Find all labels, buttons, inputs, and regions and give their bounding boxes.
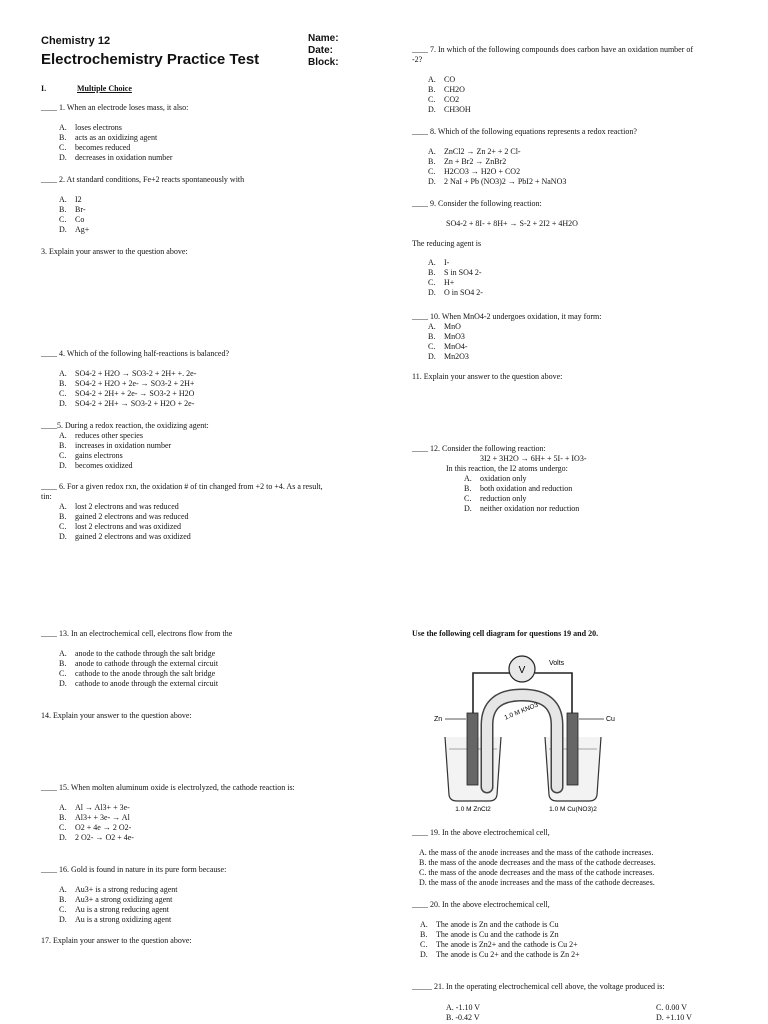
option-letter: D. (59, 915, 67, 924)
zn-label: Zn (434, 716, 443, 723)
option-c: CO2 (444, 95, 460, 104)
question-13 (41, 629, 232, 689)
option-letter: B. (59, 813, 67, 822)
question-17: 17. Explain your answer to the question above: (41, 936, 192, 945)
option-letter: D. (420, 950, 428, 959)
option-letter: C. (428, 95, 436, 104)
option-letter: C. (59, 451, 67, 460)
option-b: S in SO4 2- (444, 268, 482, 277)
question-12 (412, 444, 586, 514)
question-3: 3. Explain your answer to the question above: (41, 247, 188, 256)
option-c: MnO4- (444, 342, 468, 351)
option-letter: C. (59, 823, 67, 832)
option-letter: D. (464, 504, 472, 513)
option-letter: C. (59, 215, 67, 224)
option-a: ZnCl2 → Zn 2+ + 2 Cl- (444, 147, 521, 156)
right-solution-label: 1.0 M Cu(NO3)2 (549, 806, 597, 813)
question-20 (412, 900, 580, 960)
header-fields (308, 33, 339, 69)
option-d: The anode is Cu 2+ and the cathode is Zn 2+ (436, 950, 580, 959)
question-text: ____5. During a redox reaction, the oxidizing agent: (41, 421, 209, 430)
option-b: Au3+ a strong oxidizing agent (75, 895, 173, 904)
option-letter: B. (59, 895, 67, 904)
option-letter: A. (59, 431, 67, 440)
q21-option-a: A. -1.10 V (446, 1003, 481, 1012)
option-letter: C. (428, 167, 436, 176)
option-a: anode to the cathode through the salt bridge (75, 649, 216, 658)
voltmeter-label: V (518, 665, 526, 676)
option-letter: D. (428, 105, 436, 114)
question-2 (41, 175, 244, 235)
option-letter: B. (464, 484, 472, 493)
option-d: SO4-2 + 2H+ → SO3-2 + H2O + 2e- (75, 399, 195, 408)
question-prompt: In this reaction, the I2 atoms undergo: (446, 464, 568, 473)
option-letter: B. (59, 659, 67, 668)
option-d: O in SO4 2- (444, 288, 483, 297)
question-text: ____ 12. Consider the following reaction: (412, 444, 546, 453)
diagram-heading: Use the following cell diagram for questions 19 and 20. (412, 629, 599, 638)
option-a: Au3+ is a strong reducing agent (75, 885, 178, 894)
name-label: Name: (308, 33, 339, 44)
option-a: I2 (75, 195, 82, 204)
option-a: I- (444, 258, 450, 267)
option-c: Co (75, 215, 85, 224)
option-c: becomes reduced (75, 143, 131, 152)
question-21: _____ 21. In the operating electrochemical cell above, the voltage produced is: (412, 982, 665, 991)
option-b: gained 2 electrons and was reduced (75, 512, 189, 521)
question-text: ____ 4. Which of the following half-reactions is balanced? (41, 349, 230, 358)
option-letter: A. (428, 322, 436, 331)
option-letter: D. (59, 225, 67, 234)
option-c: C. the mass of the anode decreases and the mass of the cathode increases. (419, 868, 655, 877)
option-b: The anode is Cu and the cathode is Zn (436, 930, 559, 939)
option-letter: D. (59, 833, 67, 842)
option-c: O2 + 4e → 2 O2- (75, 823, 132, 832)
option-a: SO4-2 + H2O → SO3-2 + 2H+ +. 2e- (75, 369, 197, 378)
question-text-cont: -2? (412, 55, 423, 64)
option-a: MnO (444, 322, 461, 331)
option-letter: A. (428, 75, 436, 84)
option-b: acts as an oxidizing agent (75, 133, 158, 142)
option-letter: B. (59, 441, 67, 450)
option-a: reduces other species (75, 431, 143, 440)
option-d: neither oxidation nor reduction (480, 504, 580, 513)
option-letter: A. (59, 649, 67, 658)
option-letter: A. (59, 885, 67, 894)
option-letter: D. (428, 288, 436, 297)
section-number: I. (41, 84, 47, 93)
question-16 (41, 865, 226, 925)
option-letter: A. (428, 147, 436, 156)
block-label: Block: (308, 57, 339, 68)
option-letter: B. (59, 133, 67, 142)
option-letter: A. (59, 803, 67, 812)
reaction-equation: SO4-2 + 8I- + 8H+ → S-2 + 2I2 + 4H2O (446, 219, 578, 228)
option-a: A. the mass of the anode increases and the mass of the cathode increases. (419, 848, 654, 857)
option-b: both oxidation and reduction (480, 484, 573, 493)
option-d: decreases in oxidation number (75, 153, 173, 162)
option-a: oxidation only (480, 474, 527, 483)
option-b: Al3+ + 3e- → Al (75, 813, 130, 822)
option-letter: D. (59, 399, 67, 408)
option-c: gains electrons (75, 451, 123, 460)
question-10 (412, 312, 601, 362)
question-text: ____ 20. In the above electrochemical cell, (412, 900, 550, 909)
option-letter: B. (59, 379, 67, 388)
option-a: loses electrons (75, 123, 122, 132)
section-title: Multiple Choice (77, 84, 132, 93)
question-prompt: The reducing agent is (412, 239, 482, 248)
option-letter: D. (59, 679, 67, 688)
option-a: CO (444, 75, 456, 84)
option-letter: C. (59, 669, 67, 678)
option-letter: D. (59, 461, 67, 470)
option-letter: C. (59, 522, 67, 531)
option-letter: A. (428, 258, 436, 267)
option-letter: D. (59, 532, 67, 541)
option-d: gained 2 electrons and was oxidized (75, 532, 191, 541)
question-text: ____ 16. Gold is found in nature in its pure form because: (41, 865, 227, 874)
option-c: The anode is Zn2+ and the cathode is Cu 2+ (436, 940, 578, 949)
option-letter: B. (420, 930, 428, 939)
option-b: CH2O (444, 85, 465, 94)
reaction-equation: 3I2 + 3H2O → 6H+ + 5I- + IO3- (480, 454, 587, 463)
salt-bridge-label: 1.0 M KNO3 (503, 701, 540, 722)
option-letter: B. (428, 157, 436, 166)
option-letter: D. (428, 177, 436, 186)
q21-option-d: D. +1.10 V (656, 1013, 692, 1022)
question-text: ____ 10. When MnO4-2 undergoes oxidation, it may form: (412, 312, 602, 321)
zinc-electrode (467, 713, 478, 785)
option-d: cathode to anode through the external circuit (75, 679, 219, 688)
option-d: CH3OH (444, 105, 471, 114)
option-letter: C. (464, 494, 472, 503)
question-text: ____ 19. In the above electrochemical cell, (412, 828, 550, 837)
question-1 (41, 103, 188, 163)
option-letter: B. (428, 268, 436, 277)
option-d: becomes oxidized (75, 461, 133, 470)
question-8 (412, 127, 637, 187)
option-d: Mn2O3 (444, 352, 469, 361)
option-d: D. the mass of the anode increases and the mass of the cathode decreases. (419, 878, 655, 887)
question-text: ____ 2. At standard conditions, Fe+2 reacts spontaneously with (41, 175, 245, 184)
option-a: The anode is Zn and the cathode is Cu (436, 920, 559, 929)
course-name: Chemistry 12 (41, 35, 111, 47)
option-letter: A. (464, 474, 472, 483)
question-text: ____ 9. Consider the following reaction: (412, 199, 542, 208)
question-text-cont: tin: (41, 492, 52, 501)
option-letter: C. (428, 278, 436, 287)
option-c: cathode to the anode through the salt bridge (75, 669, 216, 678)
option-letter: B. (59, 512, 67, 521)
cu-label: Cu (606, 716, 615, 723)
option-letter: C. (428, 342, 436, 351)
option-c: reduction only (480, 494, 527, 503)
option-a: Al → Al3+ + 3e- (75, 803, 130, 812)
question-6 (41, 482, 323, 542)
question-text: ____ 13. In an electrochemical cell, electrons flow from the (41, 629, 233, 638)
date-label: Date: (308, 45, 334, 56)
option-letter: C. (420, 940, 428, 949)
question-11: 11. Explain your answer to the question above: (412, 372, 563, 381)
option-c: H2CO3 → H2O + CO2 (444, 167, 521, 176)
copper-electrode (567, 713, 578, 785)
option-letter: A. (59, 369, 67, 378)
option-b: B. the mass of the anode decreases and the mass of the cathode decreases. (419, 858, 656, 867)
question-text: ____ 8. Which of the following equations represents a redox reaction? (412, 127, 637, 136)
option-letter: D. (59, 153, 67, 162)
option-letter: B. (428, 332, 436, 341)
option-letter: B. (428, 85, 436, 94)
left-solution-label: 1.0 M ZnCl2 (455, 806, 491, 813)
question-text: ____ 1. When an electrode loses mass, it also: (41, 103, 189, 112)
option-letter: A. (59, 502, 67, 511)
question-7 (412, 45, 693, 115)
question-5 (41, 421, 209, 471)
option-b: anode to cathode through the external circuit (75, 659, 219, 668)
electrochemical-cell-diagram (425, 645, 635, 815)
question-text: ____ 7. In which of the following compounds does carbon have an oxidation number of (412, 45, 694, 54)
option-b: increases in oxidation number (75, 441, 172, 450)
option-b: Zn + Br2 → ZnBr2 (444, 157, 507, 166)
question-9 (412, 199, 578, 298)
option-c: Au is a strong reducing agent (75, 905, 169, 914)
q21-option-b: B. -0.42 V (446, 1013, 480, 1022)
volts-label: Volts (549, 660, 565, 667)
option-letter: A. (420, 920, 428, 929)
option-letter: C. (59, 143, 67, 152)
option-b: MnO3 (444, 332, 465, 341)
option-b: SO4-2 + H2O + 2e- → SO3-2 + 2H+ (75, 379, 195, 388)
option-letter: A. (59, 123, 67, 132)
question-4 (41, 349, 229, 409)
option-d: 2 NaI + Pb (NO3)2 → PbI2 + NaNO3 (444, 177, 567, 186)
option-c: lost 2 electrons and was oxidized (75, 522, 181, 531)
option-d: Ag+ (75, 225, 90, 234)
option-letter: B. (59, 205, 67, 214)
page-title: Electrochemistry Practice Test (41, 51, 260, 68)
option-d: 2 O2- → O2 + 4e- (75, 833, 134, 842)
q21-option-c: C. 0.00 V (656, 1003, 687, 1012)
option-c: SO4-2 + 2H+ + 2e- → SO3-2 + H2O (75, 389, 195, 398)
option-d: Au is a strong oxidizing agent (75, 915, 172, 924)
option-a: lost 2 electrons and was reduced (75, 502, 179, 511)
option-letter: C. (59, 389, 67, 398)
option-b: Br- (75, 205, 86, 214)
option-c: H+ (444, 278, 455, 287)
option-letter: D. (428, 352, 436, 361)
question-text: ____ 6. For a given redox rxn, the oxidation # of tin changed from +2 to +4. As a result, (41, 482, 323, 491)
question-14: 14. Explain your answer to the question above: (41, 711, 192, 720)
option-letter: C. (59, 905, 67, 914)
question-19 (412, 828, 656, 888)
question-text: ____ 15. When molten aluminum oxide is electrolyzed, the cathode reaction is: (41, 783, 295, 792)
question-15 (41, 783, 295, 843)
option-letter: A. (59, 195, 67, 204)
